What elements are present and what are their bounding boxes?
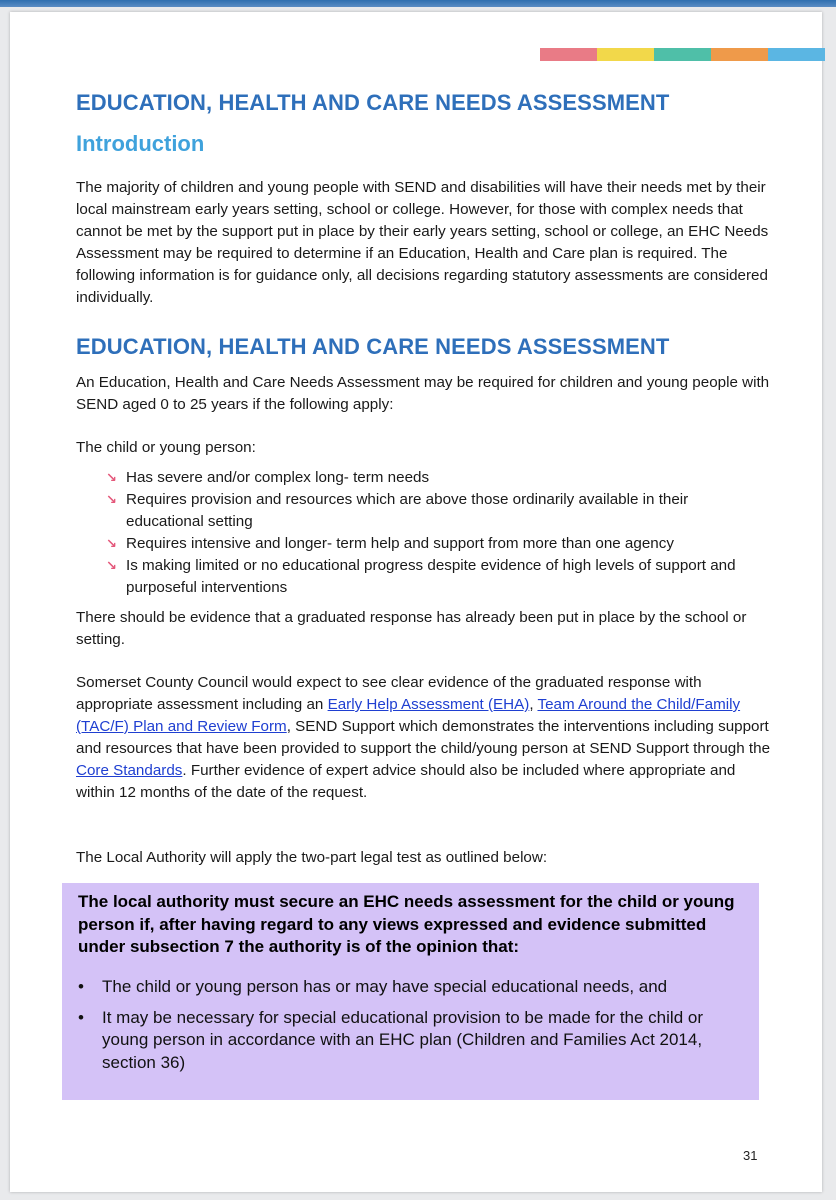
link-team-around-the-child[interactable]: Team Around the Child/Family (TAC/F) Plan and Review Form	[76, 696, 741, 735]
link-core-standards[interactable]: Core Standards	[76, 762, 183, 779]
page-heading-ehc-assessment: EDUCATION, HEALTH AND CARE NEEDS ASSESSMENT	[76, 90, 670, 115]
arrow-down-right-icon: ↘	[106, 470, 117, 485]
eligibility-paragraph: An Education, Health and Care Needs Assessment may be required for children and young people with SEND aged 0 to 25 years if the following apply:	[76, 374, 770, 413]
somerset-separator: ,	[529, 696, 538, 713]
arrow-down-right-icon: ↘	[106, 558, 117, 573]
callout-item-text: The child or young person has or may have special educational needs, and	[102, 977, 668, 996]
criteria-item-text: Has severe and/or complex long- term needs	[126, 469, 430, 486]
bullet-dot-icon: •	[78, 1007, 84, 1027]
criteria-item-text: Requires provision and resources which are above those ordinarily available in their educational setting	[126, 491, 689, 530]
callout-lead-text: The local authority must secure an EHC needs assessment for the child or young person if, after having regard to any views expressed and evidence submitted under subsection 7 the authority is of the opinion that:	[78, 892, 735, 956]
somerset-text-3: . Further evidence of expert advice should also be included where appropriate and within 12 months of the date of the request.	[76, 762, 736, 801]
legal-test-paragraph: The Local Authority will apply the two-part legal test as outlined below:	[76, 849, 548, 866]
callout-item-text: It may be necessary for special educational provision to be made for the child or young person in accordance with an EHC plan (Children and Families Act 2014, section 36)	[102, 1007, 703, 1072]
callout-list	[78, 976, 750, 1082]
criteria-item	[76, 533, 770, 555]
document-page	[10, 12, 822, 1192]
criteria-item-text: Is making limited or no educational progress despite evidence of high levels of support and purposeful interventions	[126, 557, 736, 596]
color-bar-segment-blue	[768, 48, 825, 61]
arrow-down-right-icon: ↘	[106, 536, 117, 551]
section-heading-introduction: Introduction	[76, 131, 205, 156]
criteria-list	[76, 467, 770, 599]
criteria-item-text: Requires intensive and longer- term help and support from more than one agency	[126, 535, 674, 552]
color-bar-segment-pink	[540, 48, 597, 61]
page-number: 31	[743, 1148, 758, 1163]
intro-paragraph: The majority of children and young people with SEND and disabilities will have their needs met by their local mainstream early years setting, school or college. However, for those with complex needs that cannot be met by the support put in place by their early years setting, school or college, an EHC Needs Assessment may be required to determine if an Education, Health and Care plan is required. The following information is for guidance only, all decisions regarding statutory assessments are considered individually.	[76, 179, 769, 306]
callout-list-item	[78, 1007, 750, 1075]
criteria-item	[76, 555, 770, 599]
section-heading-ehc-assessment: EDUCATION, HEALTH AND CARE NEEDS ASSESSMENT	[76, 334, 670, 359]
criteria-list-wrapper	[76, 467, 770, 599]
criteria-item	[76, 467, 770, 489]
window-top-strip	[0, 0, 836, 7]
color-bar-segment-orange	[711, 48, 768, 61]
criteria-item	[76, 489, 770, 533]
somerset-text-2: , SEND Support which demonstrates the interventions including support and resources that have been provided to support the child/young person at SEND Support through the	[76, 718, 771, 757]
color-bar-segment-teal	[654, 48, 711, 61]
legal-test-callout	[62, 883, 759, 1100]
bullet-dot-icon: •	[78, 977, 84, 996]
color-bar-segment-yellow	[597, 48, 654, 61]
link-early-help-assessment[interactable]: Early Help Assessment (EHA)	[327, 696, 530, 713]
evidence-paragraph: There should be evidence that a graduated response has already been put in place by the school or setting.	[76, 609, 747, 648]
child-label: The child or young person:	[76, 439, 256, 456]
somerset-text-1: Somerset County Council would expect to see clear evidence of the graduated response with appropriate assessment including an	[76, 674, 702, 713]
decorative-color-bar	[540, 48, 825, 61]
callout-list-item	[78, 976, 750, 999]
arrow-down-right-icon: ↘	[106, 492, 117, 507]
somerset-paragraph	[76, 672, 770, 804]
